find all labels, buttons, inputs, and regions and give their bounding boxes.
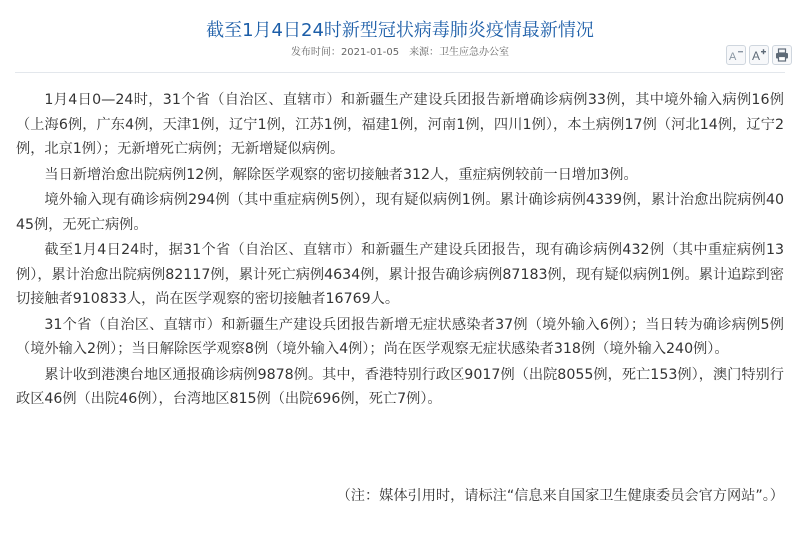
svg-text:A: A bbox=[729, 51, 737, 62]
font-decrease-button[interactable] bbox=[726, 45, 746, 65]
publish-date: 2021-01-05 bbox=[340, 47, 400, 58]
citation-note: （注：媒体引用时，请标注“信息来自国家卫生健康委员会官方网站”。） bbox=[336, 488, 784, 504]
paragraph-imported-cases: 境外输入现有确诊病例294例（其中重症病例5例），现有疑似病例1例。累计确诊病例4339例，累计治愈出院病例4045例，无死亡病例。 bbox=[16, 192, 784, 233]
article-meta bbox=[0, 45, 800, 61]
publish-time-label: 发布时间： bbox=[290, 47, 341, 58]
printer-icon bbox=[775, 48, 789, 62]
page-title: 截至1月4日24时新型冠状病毒肺炎疫情最新情况 bbox=[206, 20, 594, 42]
header-divider bbox=[15, 72, 785, 73]
article-toolbar bbox=[726, 45, 792, 67]
font-decrease-icon bbox=[728, 48, 744, 62]
print-button[interactable] bbox=[772, 45, 792, 65]
font-increase-icon bbox=[751, 48, 767, 62]
paragraph-asymptomatic: 31个省（自治区、直辖市）和新疆生产建设兵团报告新增无症状感染者37例（境外输入6例）；当日转为确诊病例5例（境外输入2例）；当日解除医学观察8例（境外输入4例）；尚在医学观察无症状感染者318例（境外输入240例）。 bbox=[16, 316, 784, 357]
paragraph-cumulative-totals: 截至1月4日24时，据31个省（自治区、直辖市）和新疆生产建设兵团报告，现有确诊病例432例（其中重症病例13例），累计治愈出院病例82117例，累计死亡病例4634例，累计报告确诊病例87183例，现有疑似病例1例。累计追踪到密切接触者910833人，尚在医学观察的密切接触者16769人。 bbox=[16, 242, 784, 307]
paragraph-hk-macao-taiwan: 累计收到港澳台地区通报确诊病例9878例。其中，香港特别行政区9017例（出院8055例，死亡153例），澳门特别行政区46例（出院46例），台湾地区815例（出院696例，死亡7例）。 bbox=[16, 366, 784, 407]
paragraph-recoveries: 当日新增治愈出院病例12例，解除医学观察的密切接触者312人，重症病例较前一日增加3例。 bbox=[44, 166, 638, 183]
svg-text:A: A bbox=[752, 49, 761, 62]
paragraph-new-cases: 1月4日0—24时，31个省（自治区、直辖市）和新疆生产建设兵团报告新增确诊病例33例，其中境外输入病例16例（上海6例，广东4例，天津1例，辽宁1例，江苏1例，福建1例，河南1例，四川1例），本土病例17例（河北14例，辽宁2例，北京1例）；无新增死亡病例；无新增疑似病例。 bbox=[16, 92, 784, 157]
source-label: 来源： bbox=[409, 47, 440, 58]
article-body bbox=[16, 88, 784, 412]
font-increase-button[interactable] bbox=[749, 45, 769, 65]
source-name: 卫生应急办公室 bbox=[439, 47, 510, 58]
